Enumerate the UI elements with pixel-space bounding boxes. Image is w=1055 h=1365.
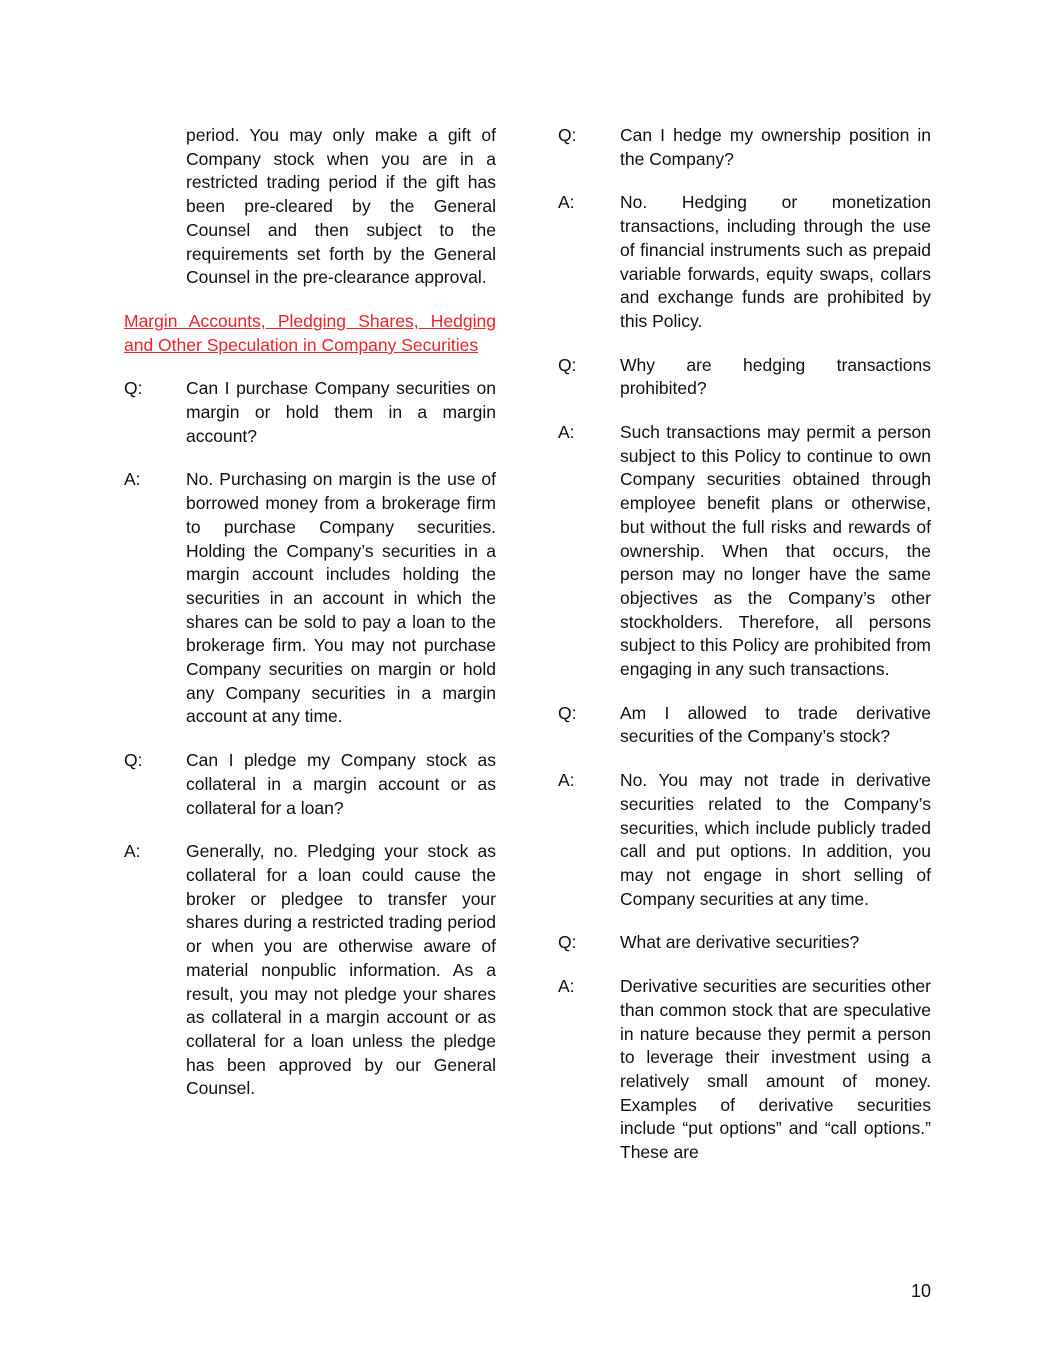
qa-item [558, 769, 931, 911]
left-column [124, 124, 496, 1121]
qa-item [558, 124, 931, 171]
qa-label: A: [124, 841, 141, 862]
qa-text: Such transactions may permit a person subject to this Policy to continue to own Company securities obtained through employee benefit plans or otherwise, but without the full risks and rewards of ownership. When that occurs, the person may no longer have the same objectives as the Company’s other stockholders. Therefore, all persons subject to this Policy are prohibited from engaging in any such transactions. [620, 422, 931, 680]
qa-text: Am I allowed to trade derivative securities of the Company’s stock? [620, 702, 931, 747]
qa-item [124, 377, 496, 448]
qa-item [558, 191, 931, 333]
qa-text: What are derivative securities? [620, 932, 860, 953]
qa-text: Can I purchase Company securities on margin or hold them in a margin account? [186, 378, 496, 446]
continuation-paragraph: period. You may only make a gift of Company stock when you are in a restricted trading period if the gift has been pre-cleared by the General Counsel and then subject to the requirements set forth by the General Counsel in the pre-clearance approval. [186, 125, 496, 288]
qa-text: Can I pledge my Company stock as collateral in a margin account or as collateral for a loan? [186, 750, 496, 818]
qa-text: No. Hedging or monetization transactions, including through the use of financial instruments such as prepaid variable forwards, equity swaps, collars and exchange funds are prohibited by this Policy. [620, 192, 931, 331]
qa-label: Q: [558, 932, 577, 953]
qa-label: Q: [124, 750, 143, 771]
qa-label: A: [558, 770, 575, 791]
qa-text: No. You may not trade in derivative securities related to the Company’s securities, which include publicly traded call and put options. In addition, you may not engage in short selling of Company securities at any time. [620, 770, 931, 909]
qa-text: Why are hedging transactions prohibited? [620, 354, 931, 399]
page-number: 10 [910, 1281, 931, 1301]
section-heading: Margin Accounts, Pledging Shares, Hedging and Other Speculation in Company Securities [124, 310, 496, 355]
qa-item [124, 749, 496, 820]
qa-item [558, 702, 931, 749]
qa-item [558, 421, 931, 682]
qa-item [124, 468, 496, 729]
qa-text: Derivative securities are securities other than common stock that are speculative in nature because they permit a person to leverage their investment using a relatively small amount of money. Examples of derivative securities include “put options” and “call options.” These are [620, 976, 931, 1163]
qa-item [558, 975, 931, 1165]
qa-text: No. Purchasing on margin is the use of borrowed money from a brokerage firm to purchase Company securities. Holding the Company’s securities in a margin account includes holding the securities in an account in which the shares can be sold to pay a loan to the brokerage firm. You may not purchase Company securities on margin or hold any Company securities in a margin account at any time. [186, 469, 496, 727]
qa-text: Generally, no. Pledging your stock as collateral for a loan could cause the broker or pledgee to transfer your shares during a restricted trading period or when you are otherwise aware of material nonpublic information. As a result, you may not pledge your shares as collateral in a margin account or as collateral for a loan unless the pledge has been approved by our General Counsel. [186, 841, 496, 1099]
qa-label: Q: [558, 125, 577, 145]
qa-label: A: [558, 422, 575, 443]
qa-label: Q: [124, 378, 143, 399]
qa-label: Q: [558, 702, 577, 723]
qa-item [558, 931, 931, 955]
qa-label: A: [558, 976, 575, 997]
qa-label: A: [124, 469, 141, 490]
qa-item [124, 840, 496, 1101]
right-column [558, 124, 931, 1185]
qa-label: A: [558, 192, 575, 213]
qa-text: Can I hedge my ownership position in the Company? [620, 125, 931, 169]
qa-label: Q: [558, 354, 577, 375]
qa-item [558, 354, 931, 401]
